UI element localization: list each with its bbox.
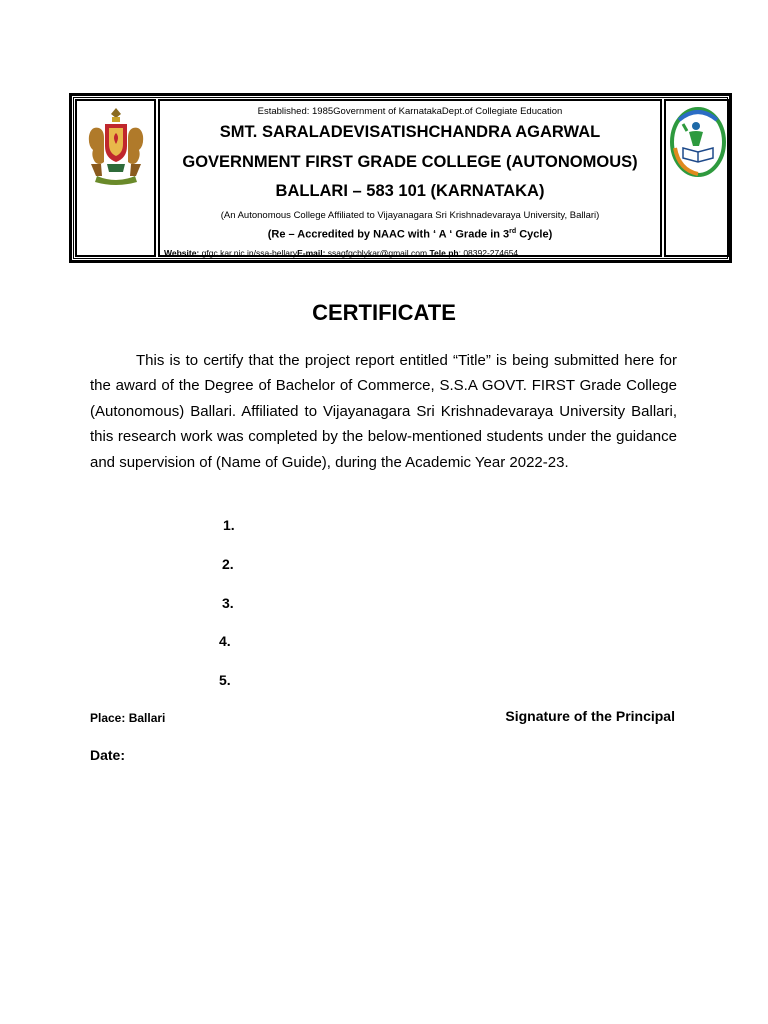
college-name-line-2: GOVERNMENT FIRST GRADE COLLEGE (AUTONOMOUS)	[182, 153, 638, 171]
header-frame	[69, 93, 732, 263]
student-line-4: 4.	[219, 633, 231, 649]
website-value[interactable]: gfgc.kar.nic.in/ssa-bellary	[199, 248, 298, 258]
principal-signature-label: Signature of the Principal	[505, 708, 675, 724]
naac-ordinal: rd	[509, 228, 517, 235]
college-logo-icon	[669, 104, 727, 178]
website-label: Website:	[164, 248, 200, 258]
certificate-title: CERTIFICATE	[312, 300, 456, 325]
naac-prefix: (Re – Accredited by NAAC with ‘ A ‘ Grade in 3	[267, 228, 510, 241]
student-line-3: 3.	[222, 595, 234, 611]
header-inner-border	[73, 97, 728, 259]
student-line-5: 5.	[219, 672, 231, 688]
college-logo-cell	[664, 99, 729, 257]
karnataka-emblem-icon	[85, 106, 147, 186]
date-field: Date:	[90, 747, 126, 763]
email-label: E-mail:	[297, 248, 326, 258]
phone-value: : 08392-274654	[458, 248, 519, 258]
college-info-cell	[158, 99, 662, 257]
email-value[interactable]: ssagfgcblykar@gmail.com	[325, 248, 430, 258]
certificate-body-text: This is to certify that the project report entitled “Title” is being submitted here for the award of the Degree of Bachelor of Commerce, S.S.A GOVT. FIRST Grade College (Autonomous) Ballari. Affiliated to Vijayanagara Sri Krishnadevaraya University Ballari, this research work was completed by the below-mentioned students under the guidance and supervision of (Name of Guide), during the Academic Year 2022-23.	[90, 352, 677, 471]
college-address: BALLARI – 583 101 (KARNATAKA)	[275, 182, 545, 200]
contact-line	[164, 248, 660, 258]
student-line-2: 2.	[222, 556, 234, 572]
phone-label: Tele ph	[429, 248, 459, 258]
student-line-1: 1.	[223, 517, 235, 533]
naac-suffix: Cycle)	[516, 228, 553, 241]
affiliation-line: (An Autonomous College Affiliated to Vijayanagara Sri Krishnadevaraya University, Ballari)	[220, 210, 600, 221]
established-line: Established: 1985Government of KarnatakaDept.of Collegiate Education	[257, 106, 563, 117]
place-field: Place: Ballari	[90, 711, 166, 725]
college-name-line-1: SMT. SARALADEVISATISHCHANDRA AGARWAL	[219, 123, 601, 141]
certificate-body	[90, 348, 677, 475]
emblem-cell	[75, 99, 156, 257]
naac-accreditation	[160, 228, 660, 241]
